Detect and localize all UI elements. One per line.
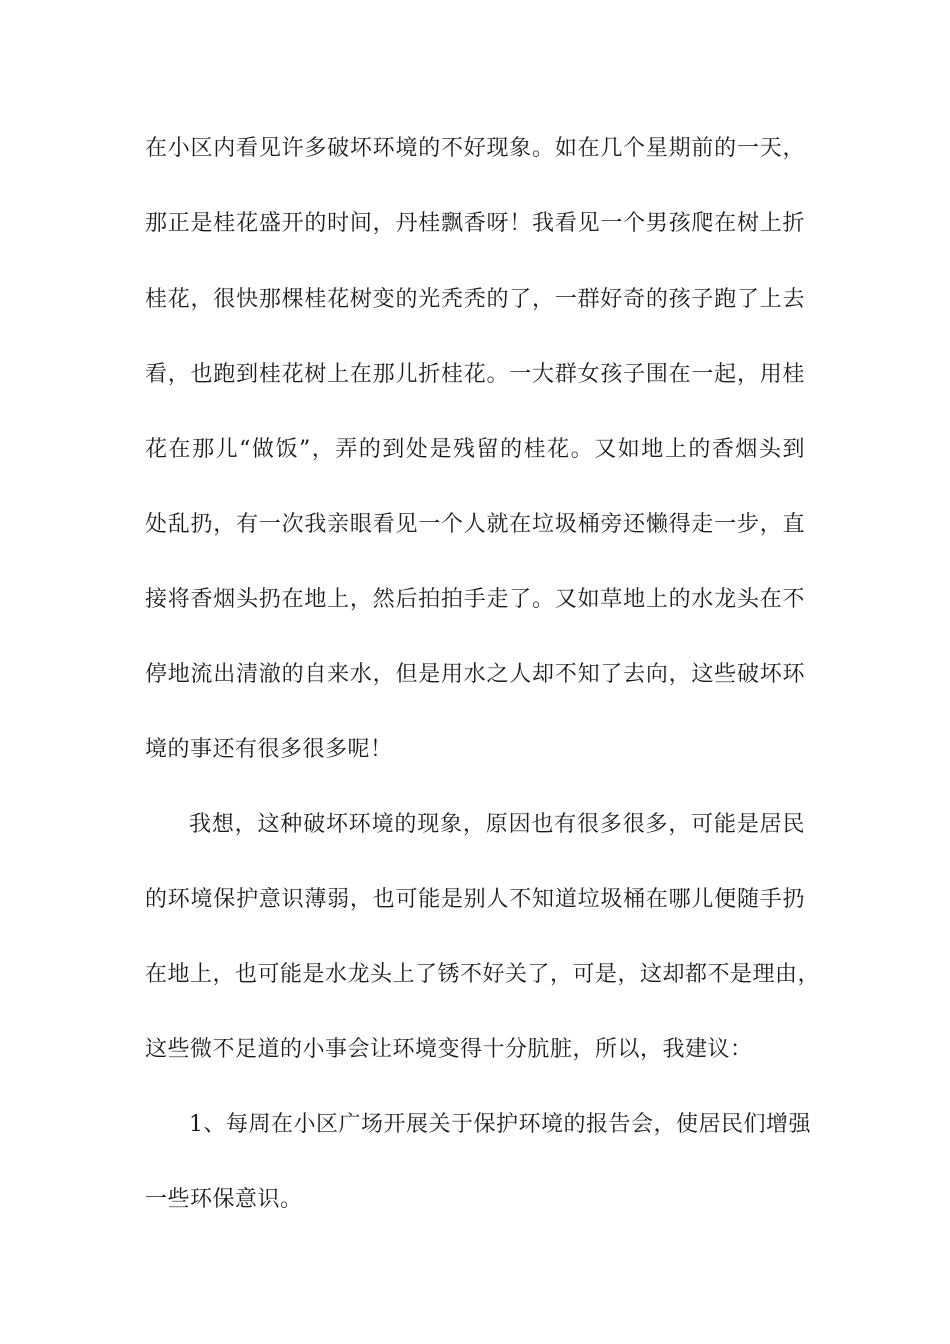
paragraph-line: 在小区内看见许多破坏环境的不好现象。如在几个星期前的一天， — [145, 136, 805, 161]
paragraph-line: 那正是桂花盛开的时间，丹桂飘香呀！我看见一个男孩爬在树上折 — [145, 211, 805, 236]
paragraph-line: 境的事还有很多很多呢！ — [145, 737, 393, 762]
paragraph-line: 处乱扔，有一次我亲眼看见一个人就在垃圾桶旁还懒得走一步，直 — [145, 512, 805, 537]
list-item-line: 一些环保意识。 — [145, 1187, 303, 1212]
paragraph-line: 在地上，也可能是水龙头上了锈不好关了，可是，这却都不是理由， — [145, 962, 821, 987]
paragraph-line: 我想，这种破坏环境的现象，原因也有很多很多，可能是居民 — [189, 812, 805, 837]
paragraph-line: 桂花，很快那棵桂花树变的光秃秃的了，一群好奇的孩子跑了上去 — [145, 287, 805, 312]
paragraph-line: 的环境保护意识薄弱，也可能是别人不知道垃圾桶在哪儿便随手扔 — [145, 887, 805, 912]
paragraph-line: 接将香烟头扔在地上，然后拍拍手走了。又如草地上的水龙头在不 — [145, 587, 805, 612]
list-item-line: 1、每周在小区广场开展关于保护环境的报告会，使居民们增强 — [189, 1112, 811, 1137]
paragraph-line: 停地流出清澈的自来水，但是用水之人却不知了去向，这些破坏环 — [145, 662, 805, 687]
paragraph-line: 这些微不足道的小事会让环境变得十分肮脏，所以，我建议： — [145, 1037, 753, 1062]
paragraph-line: 花在那儿“做饭”，弄的到处是残留的桂花。又如地上的香烟头到 — [145, 437, 805, 462]
paragraph-line: 看，也跑到桂花树上在那儿折桂花。一大群女孩子围在一起，用桂 — [145, 362, 805, 387]
